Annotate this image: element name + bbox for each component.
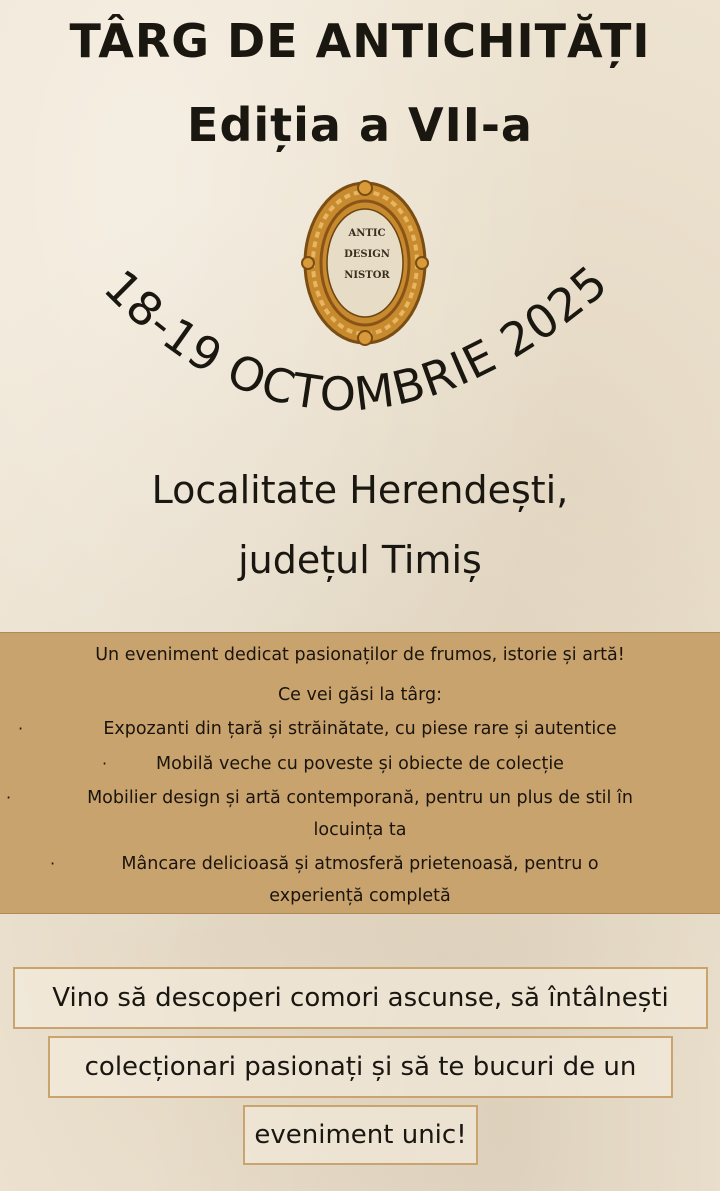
info-bullet-1: Expozanti din țară și străinătate, cu piese rare și autentice [103, 719, 617, 739]
cta-line-1: Vino să descoperi comori ascunse, să întâlnești [13, 967, 708, 1029]
bullet-marker: · [102, 754, 108, 773]
cta-line-2: colecționari pasionați și să te bucuri de un [48, 1036, 673, 1098]
cta-line-3: eveniment unic! [243, 1105, 478, 1165]
logo-text-line-2: DESIGN [344, 249, 390, 260]
event-date [0, 200, 720, 440]
info-heading: Ce vei găsi la târg: [277, 685, 443, 705]
poster-title: TÂRG DE ANTICHITĂȚI [69, 14, 651, 68]
info-intro: Un eveniment dedicat pasionaților de frumos, istorie și artă! [95, 645, 625, 665]
location-line-2: județul Timiș [238, 538, 482, 582]
svg-text:18-19 OCTOMBRIE 2025 [94, 254, 618, 421]
info-bullet-3-cont: locuința ta [313, 820, 407, 840]
info-bullet-3: Mobilier design și artă contemporană, pentru un plus de stil în [87, 788, 633, 808]
logo-text-line-3: NISTOR [344, 270, 390, 281]
bullet-marker: · [50, 854, 56, 873]
info-bullet-4: Mâncare delicioasă și atmosferă prietenoasă, pentru o [121, 854, 599, 874]
edition-subtitle: Ediția a VII-a [187, 98, 533, 152]
event-date-text: 18-19 OCTOMBRIE 2025 [93, 254, 619, 422]
bullet-marker: · [6, 788, 12, 807]
bullet-marker: · [18, 719, 24, 738]
info-bullet-2: Mobilă veche cu poveste și obiecte de colecție [156, 754, 564, 774]
info-panel [0, 632, 720, 914]
logo-text-line-1: ANTIC [348, 228, 386, 239]
location-line-1: Localitate Herendești, [151, 468, 569, 512]
info-bullet-4-cont: experiență completă [269, 886, 451, 906]
